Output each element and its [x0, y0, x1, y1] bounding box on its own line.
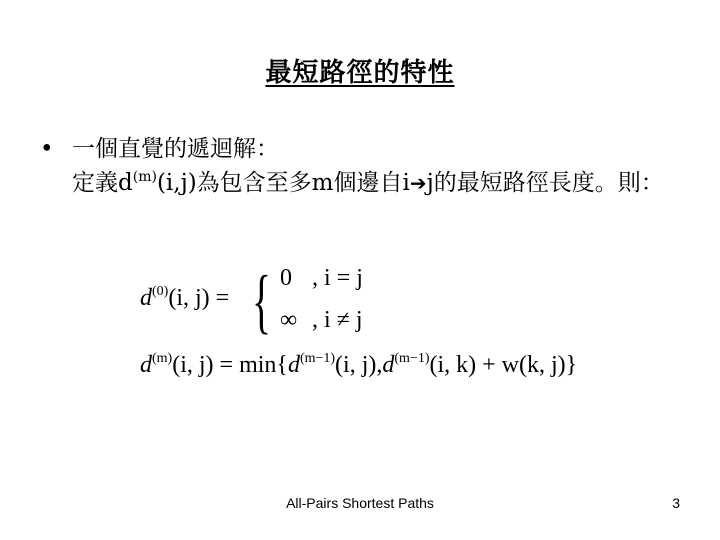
- bullet-text: [72, 132, 700, 200]
- recurrence-term1-args: (i, j),: [335, 352, 383, 378]
- case-2-value: ∞: [280, 307, 298, 333]
- case-1-condition: , i = j: [312, 265, 363, 291]
- recurrence-term2-func: d: [382, 352, 395, 378]
- bullet-definition: [72, 166, 700, 200]
- bullet-block: [40, 132, 700, 200]
- case-1-value: 0: [280, 265, 292, 291]
- base-case-equation: [140, 261, 400, 341]
- slide-footer: All-Pairs Shortest Paths: [286, 495, 434, 511]
- recurrence-lhs-sup: (m): [152, 351, 173, 366]
- left-brace: {: [252, 261, 272, 341]
- bullet-marker: •: [40, 136, 54, 162]
- base-case-lhs: $d^{(0)}(i$, j) =: [140, 284, 230, 311]
- definition-suffix: j的最短路徑長度。則：: [426, 170, 664, 196]
- definition-prefix: 定義d: [72, 170, 133, 196]
- definition-superscript: (m): [132, 169, 157, 185]
- recurrence-term2-sup: (m−1): [394, 351, 430, 366]
- recurrence-term2-args: (i, k) + w(k, j)}: [429, 352, 578, 378]
- definition-args: (i,j)為包含至多m個邊自i: [156, 170, 410, 196]
- page-number: 3: [672, 495, 680, 511]
- slide-title: 最短路徑的特性: [265, 58, 455, 88]
- recurrence-lhs-func: d: [140, 352, 152, 378]
- bullet-line-1: 一個直覺的遞迴解：: [72, 136, 279, 162]
- case-2-condition: , i ≠ j: [312, 307, 363, 333]
- recurrence-term1-func: d: [287, 352, 300, 378]
- recurrence-term1-sup: (m−1): [299, 351, 336, 366]
- right-arrow-icon: ➔: [409, 171, 427, 195]
- recurrence-lhs-args: (i, j) = min{: [172, 352, 288, 378]
- recurrence-equation: [140, 352, 577, 379]
